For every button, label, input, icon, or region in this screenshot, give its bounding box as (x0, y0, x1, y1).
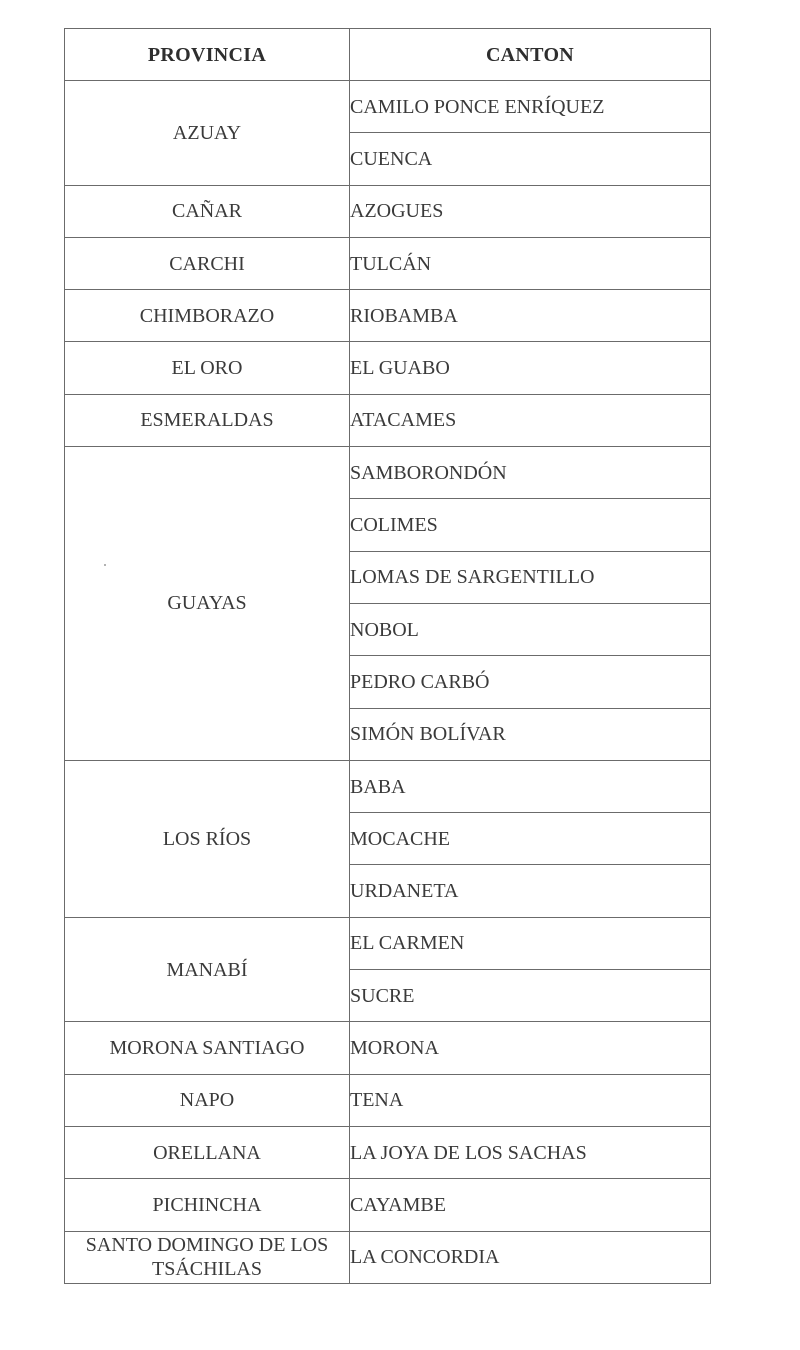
table-row (65, 185, 711, 237)
canton-cell: URDANETA (350, 865, 711, 917)
table-row (65, 447, 711, 499)
table-row (65, 917, 711, 969)
canton-cell: TENA (350, 1074, 711, 1126)
table-row (65, 1074, 711, 1126)
provincia-cell: AZUAY (65, 81, 350, 186)
header-canton: CANTON (350, 29, 711, 81)
provincia-cell: CAÑAR (65, 185, 350, 237)
table-header-row (65, 29, 711, 81)
canton-cell: AZOGUES (350, 185, 711, 237)
canton-cell: BABA (350, 760, 711, 812)
canton-cell: EL CARMEN (350, 917, 711, 969)
canton-cell: SAMBORONDÓN (350, 447, 711, 499)
canton-cell: MORONA (350, 1022, 711, 1074)
canton-cell: LA JOYA DE LOS SACHAS (350, 1126, 711, 1178)
canton-cell: PEDRO CARBÓ (350, 656, 711, 708)
provincia-cell: NAPO (65, 1074, 350, 1126)
canton-cell: RIOBAMBA (350, 290, 711, 342)
table-row (65, 394, 711, 446)
province-canton-table (64, 28, 711, 1284)
canton-cell: CAMILO PONCE ENRÍQUEZ (350, 81, 711, 133)
table-row (65, 290, 711, 342)
canton-cell: CAYAMBE (350, 1179, 711, 1231)
canton-cell: SIMÓN BOLÍVAR (350, 708, 711, 760)
canton-cell: EL GUABO (350, 342, 711, 394)
canton-cell: MOCACHE (350, 813, 711, 865)
table-row (65, 81, 711, 133)
provincia-cell: MANABÍ (65, 917, 350, 1022)
provincia-cell: SANTO DOMINGO DE LOS TSÁCHILAS (65, 1231, 350, 1283)
table-row (65, 237, 711, 289)
header-provincia: PROVINCIA (65, 29, 350, 81)
provincia-cell: CARCHI (65, 237, 350, 289)
canton-cell: TULCÁN (350, 237, 711, 289)
provincia-cell: MORONA SANTIAGO (65, 1022, 350, 1074)
provincia-cell: GUAYAS (65, 447, 350, 761)
table-row (65, 1179, 711, 1231)
canton-cell: CUENCA (350, 133, 711, 185)
canton-cell: NOBOL (350, 603, 711, 655)
provincia-cell: EL ORO (65, 342, 350, 394)
table-row (65, 342, 711, 394)
scan-speck (104, 564, 106, 566)
table-row (65, 1022, 711, 1074)
canton-cell: LOMAS DE SARGENTILLO (350, 551, 711, 603)
table-row (65, 760, 711, 812)
canton-cell: COLIMES (350, 499, 711, 551)
provincia-cell: PICHINCHA (65, 1179, 350, 1231)
provincia-cell: ORELLANA (65, 1126, 350, 1178)
provincia-cell: ESMERALDAS (65, 394, 350, 446)
provincia-cell: LOS RÍOS (65, 760, 350, 917)
table-row (65, 1126, 711, 1178)
canton-cell: SUCRE (350, 970, 711, 1022)
table-row (65, 1231, 711, 1283)
canton-cell: ATACAMES (350, 394, 711, 446)
table-body (65, 81, 711, 1284)
canton-cell: LA CONCORDIA (350, 1231, 711, 1283)
provincia-cell: CHIMBORAZO (65, 290, 350, 342)
document-page (64, 28, 710, 1284)
